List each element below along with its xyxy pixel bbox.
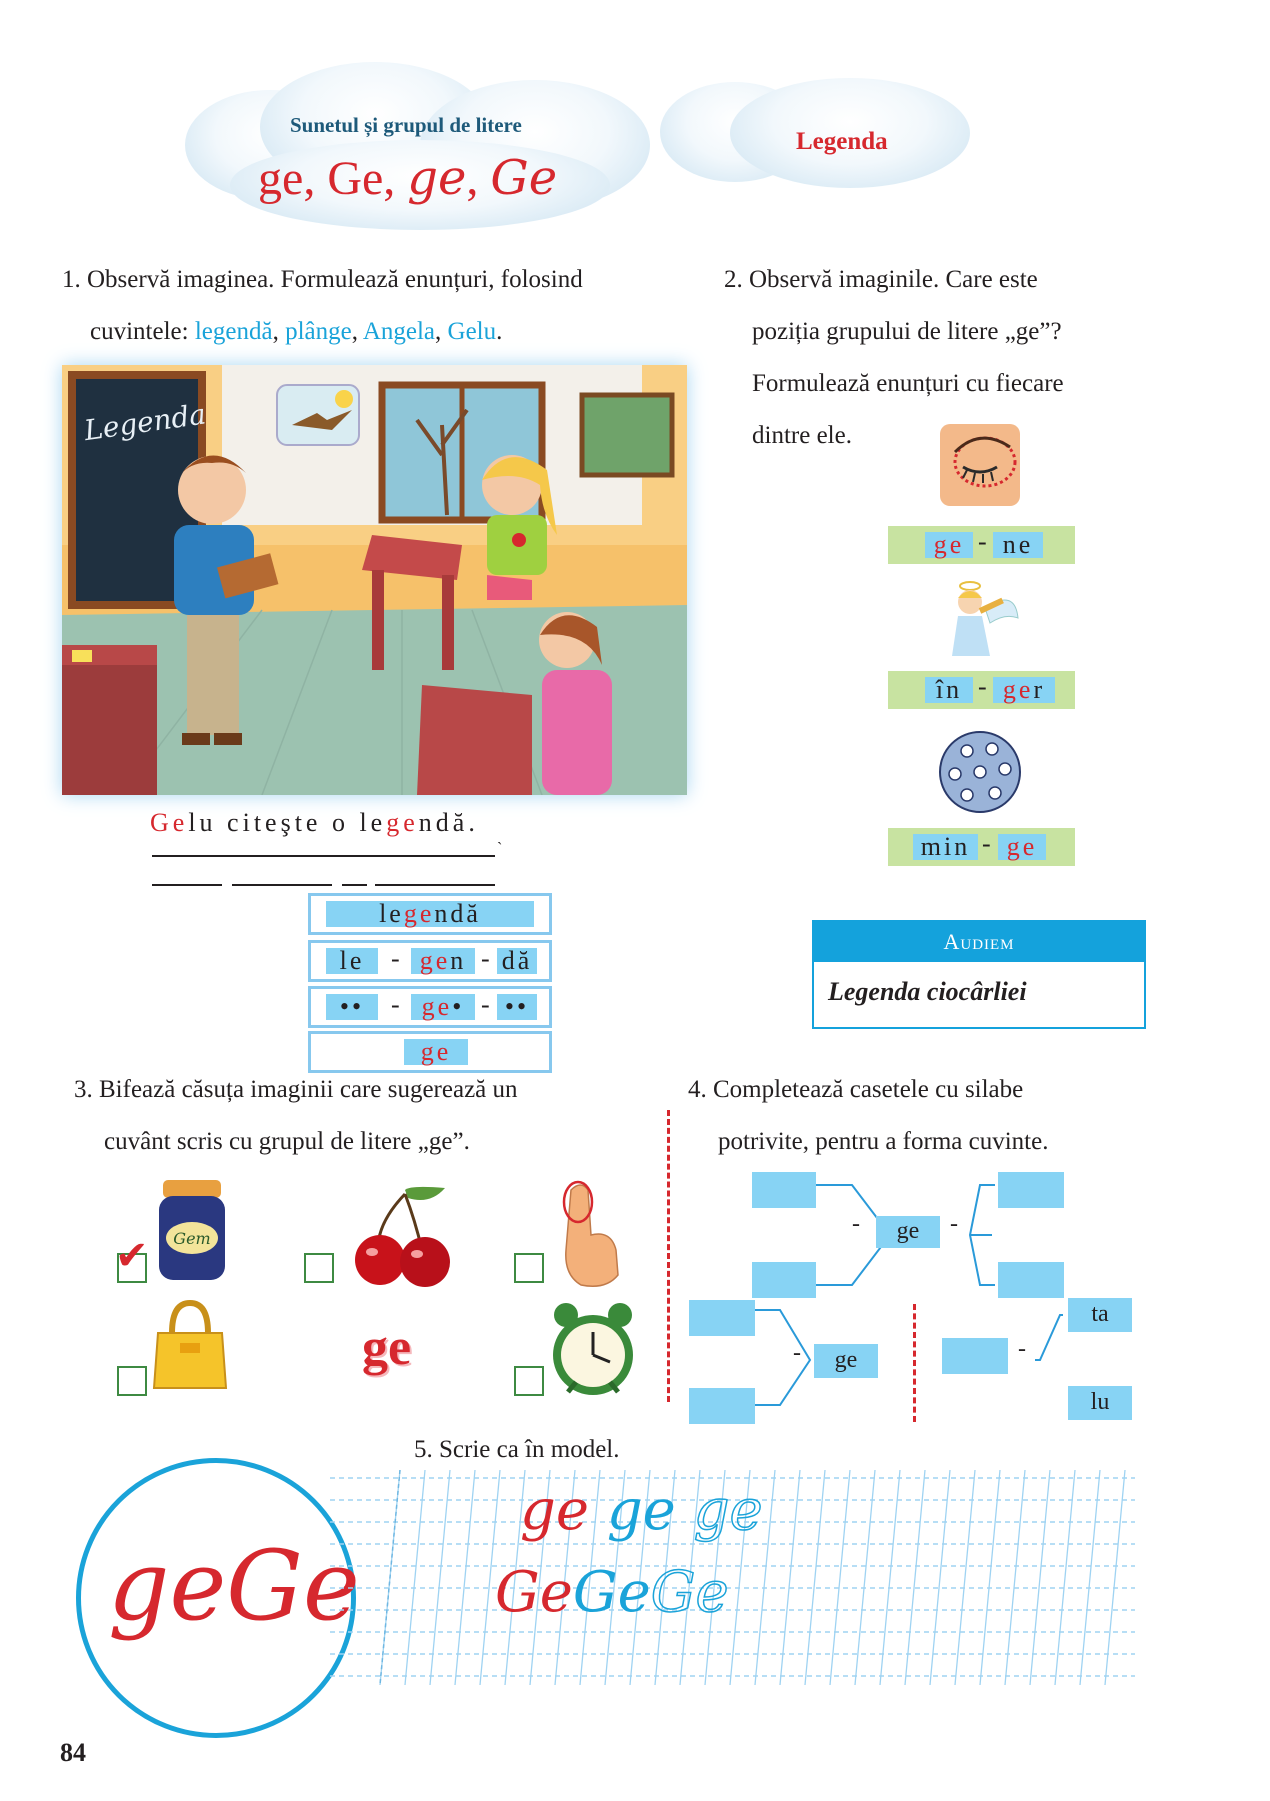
syllable-box-4[interactable]: [998, 1262, 1064, 1298]
lesson-topic: Legenda: [796, 128, 888, 155]
scheme-syllables: le - gen - dă: [308, 940, 552, 982]
word-line: [342, 884, 367, 886]
syllable-box-2[interactable]: [752, 1262, 816, 1298]
model-sentence: Gelu citeşte o legendă.: [150, 808, 479, 837]
board-text: Legenda: [82, 397, 208, 448]
model-letters: geGe: [108, 1530, 360, 1642]
word-gene: ge - ne: [888, 526, 1075, 564]
dash: -: [950, 1211, 958, 1237]
ball-picture: [937, 729, 1023, 815]
center-syllable-label-2: ge: [834, 1347, 858, 1373]
jar-label: Gem: [173, 1229, 211, 1248]
center-syllable-label-1: ge: [896, 1218, 920, 1244]
syllable-box-7[interactable]: [942, 1338, 1008, 1374]
audiem-header: Audiem: [814, 922, 1144, 962]
finger-picture: [556, 1180, 626, 1290]
syllable-box-5[interactable]: [689, 1300, 755, 1336]
checkbox-bag[interactable]: [117, 1366, 147, 1396]
lesson-letters: ge, Ge, ge, Ge: [258, 150, 558, 206]
classroom-illustration: [62, 365, 687, 795]
writing-row-2: GeGeGe: [495, 1560, 729, 1625]
scheme-letter-group: ge: [308, 1031, 552, 1073]
lesson-subtitle: Sunetul și grupul de litere: [290, 113, 522, 137]
syllable-box-6[interactable]: [689, 1388, 755, 1424]
dash: -: [852, 1211, 860, 1237]
task1-instruction: 1. Observă imaginea. Formulează enunțuri, folosind cuvintele: legendă, plânge, Angela, Gelu.: [62, 266, 583, 345]
task3-instruction: 3. Bifează căsuța imaginii care sugerează un cuvânt scris cu grupul de litere „ge”.: [74, 1076, 518, 1155]
ge-letters-picture: ge: [362, 1319, 412, 1376]
right-syllable-label-1: ta: [1091, 1301, 1109, 1327]
scheme-word: legendă: [308, 893, 552, 935]
dash: -: [1018, 1336, 1026, 1362]
bag-picture: [150, 1298, 230, 1393]
checkbox-finger[interactable]: [514, 1253, 544, 1283]
scheme-sounds: •• - ge• - ••: [308, 986, 552, 1028]
checkbox-cherries[interactable]: [304, 1253, 334, 1283]
sentence-line: [152, 855, 495, 857]
word-line: [152, 884, 222, 886]
syllable-box-3[interactable]: [998, 1172, 1064, 1208]
sentence-tail: `: [497, 840, 503, 857]
dash: -: [793, 1340, 801, 1366]
word-line: [375, 884, 495, 886]
task5-instruction: 5. Scrie ca în model.: [414, 1436, 620, 1463]
syllable-box-1[interactable]: [752, 1172, 816, 1208]
writing-row-1: ge ge ge: [520, 1478, 763, 1543]
audiem-box: [812, 920, 1146, 1029]
right-syllable-label-2: lu: [1090, 1389, 1110, 1415]
angel-picture: [940, 578, 1020, 660]
checkbox-clock[interactable]: [514, 1366, 544, 1396]
page-number: 84: [60, 1738, 86, 1767]
word-line: [232, 884, 332, 886]
eyelash-picture: [935, 422, 1025, 510]
cherries-picture: [350, 1180, 460, 1290]
jam-jar-picture: [155, 1178, 230, 1283]
task2-instruction: 2. Observă imaginile. Care este poziția grupului de litere „ge”? Formulează enunțuri cu fiecare dintre ele.: [724, 266, 1064, 449]
audiem-title: Legenda ciocârliei: [828, 977, 1027, 1006]
task4-instruction: 4. Completează casetele cu silabe potrivite, pentru a forma cuvinte.: [688, 1076, 1049, 1155]
word-inger: în - ger: [888, 671, 1075, 709]
clock-picture: [548, 1300, 638, 1400]
separator-line: [667, 1110, 670, 1402]
check-mark: ✔: [115, 1233, 149, 1278]
word-minge: min - ge: [888, 828, 1075, 866]
